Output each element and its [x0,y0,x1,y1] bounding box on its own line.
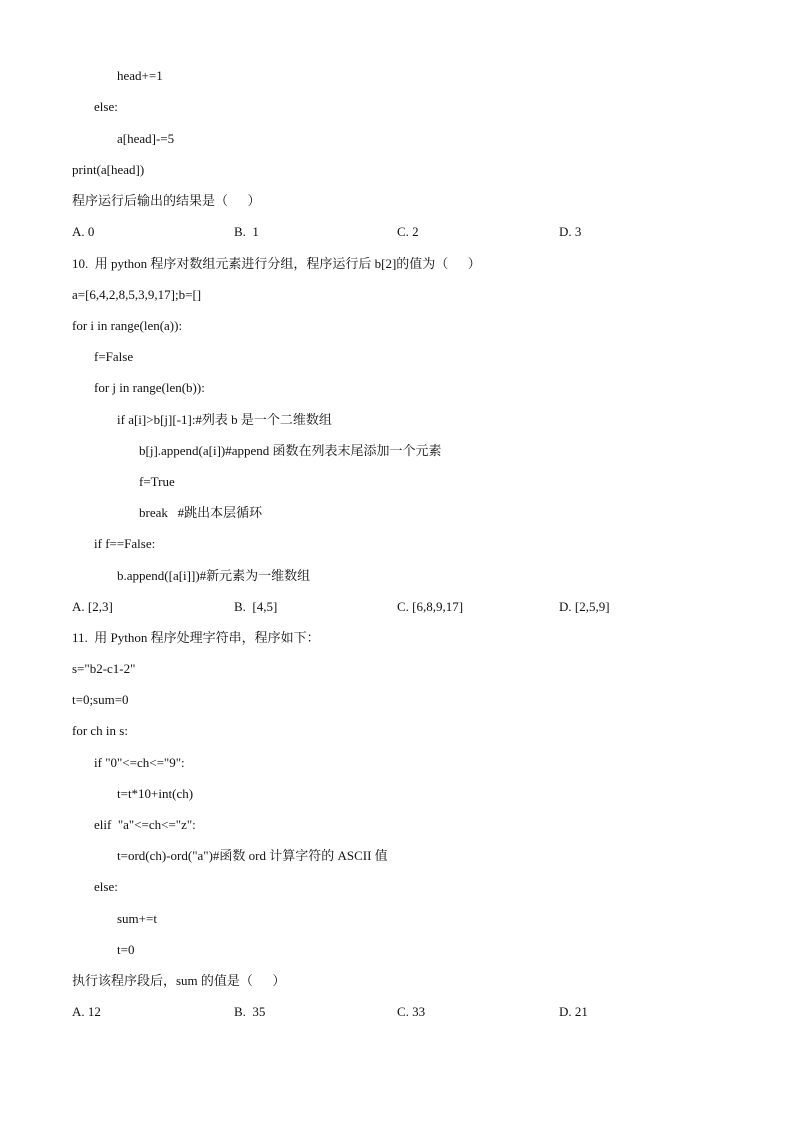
code-line: if f==False: [94,536,156,551]
code-line: b[j].append(a[i])#append 函数在列表末尾添加一个元素 [139,443,442,458]
option-c: C. 2 [397,224,419,239]
code-line: if a[i]>b[j][-1]:#列表 b 是一个二维数组 [117,412,332,427]
option-c: C. [6,8,9,17] [397,599,464,614]
question-text: 执行该程序段后，sum 的值是（ ） [72,973,286,988]
option-a: A. 12 [72,1004,101,1019]
code-line: b.append([a[i]])#新元素为一维数组 [117,568,311,583]
code-line: t=0;sum=0 [72,692,129,707]
code-line: for ch in s: [72,723,128,738]
code-line: else: [94,99,118,114]
code-line: sum+=t [117,911,157,926]
option-c: C. 33 [397,1004,426,1019]
code-line: break #跳出本层循环 [139,505,263,520]
code-line: t=ord(ch)-ord("a")#函数 ord 计算字符的 ASCII 值 [117,848,388,863]
code-line: else: [94,879,118,894]
code-line: f=False [94,349,134,364]
question-title: 11. 用 Python 程序处理字符串，程序如下： [72,630,320,645]
code-line: elif "a"<=ch<="z": [94,817,196,832]
code-line: head+=1 [117,68,163,83]
code-line: f=True [139,474,175,489]
code-line: a=[6,4,2,8,5,3,9,17];b=[] [72,287,202,302]
code-line: t=0 [117,942,135,957]
option-d: D. 21 [559,1004,588,1019]
option-a: A. [2,3] [72,599,113,614]
code-line: if "0"<=ch<="9": [94,755,185,770]
code-line: for j in range(len(b)): [94,380,205,395]
option-d: D. [2,5,9] [559,599,610,614]
option-b: B. 35 [234,1004,266,1019]
code-line: s="b2-c1-2" [72,661,136,676]
code-line: t=t*10+int(ch) [117,786,194,801]
option-a: A. 0 [72,224,95,239]
option-d: D. 3 [559,224,582,239]
code-line: print(a[head]) [72,162,145,177]
code-line: a[head]-=5 [117,131,175,146]
option-b: B. 1 [234,224,259,239]
code-line: for i in range(len(a)): [72,318,183,333]
question-text: 程序运行后输出的结果是（ ） [72,193,261,208]
question-title: 10. 用 python 程序对数组元素进行分组，程序运行后 b[2]的值为（ ） [72,256,481,271]
option-b: B. [4,5] [234,599,278,614]
